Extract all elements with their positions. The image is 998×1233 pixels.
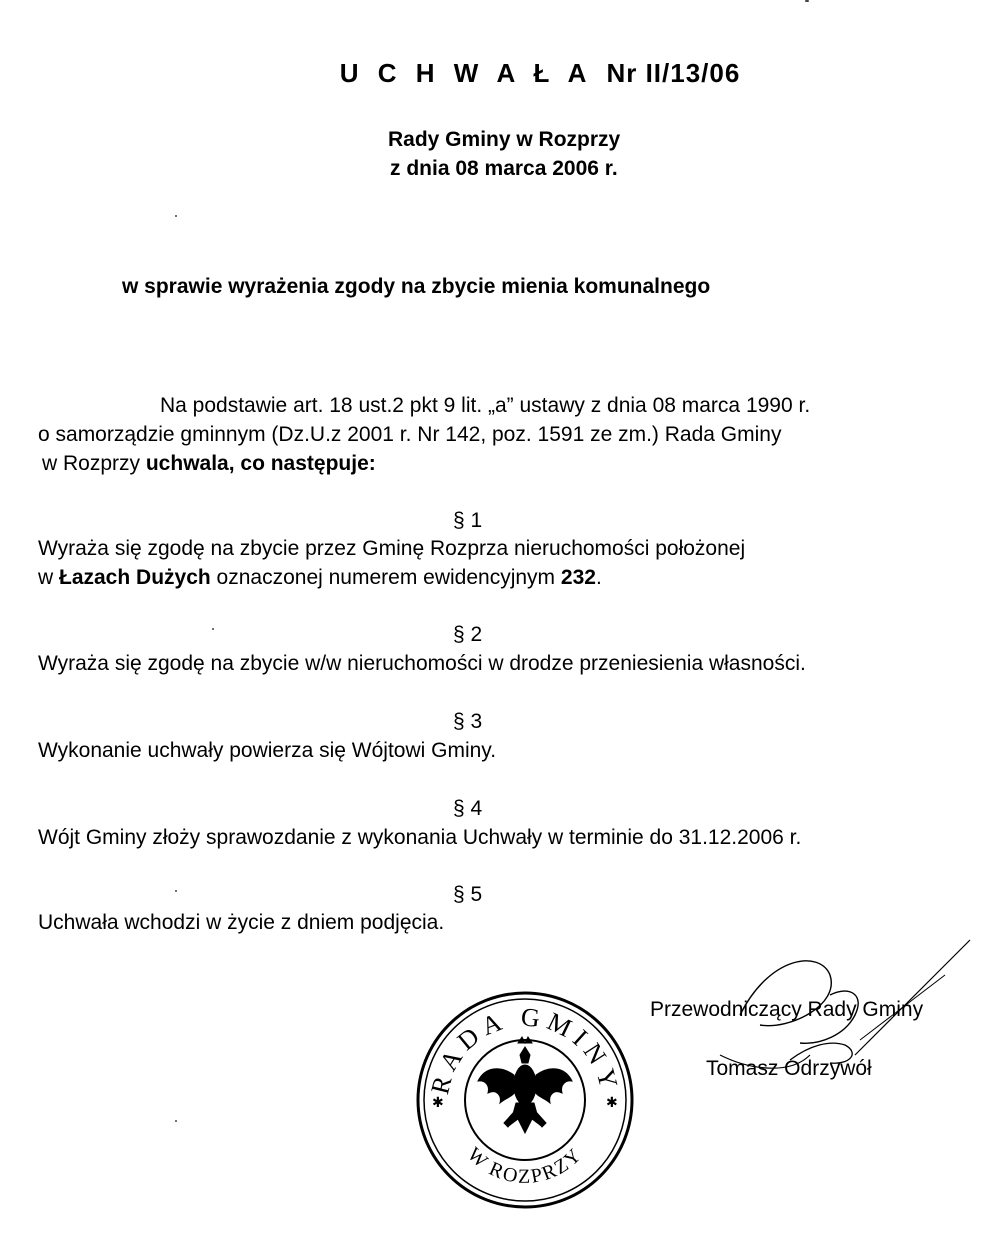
scan-speck [175, 215, 177, 217]
council-name: Rady Gminy w Rozprzy [388, 128, 621, 151]
official-seal [410, 985, 640, 1215]
section-1-heading: § 1 [453, 509, 483, 532]
scan-speck [212, 628, 214, 630]
section-5-text: Uchwała wchodzi w życie z dniem podjęcia. [38, 911, 445, 934]
resolution-subject: w sprawie wyrażenia zgody na zbycie mienia komunalnego [122, 275, 711, 298]
section-4-heading: § 4 [453, 797, 483, 820]
signatory-role: Przewodniczący Rady Gminy [650, 998, 924, 1021]
preamble-line-1: Na podstawie art. 18 ust.2 pkt 9 lit. „a” ustawy z dnia 08 marca 1990 r. [160, 394, 811, 417]
section-1-text-a: w [38, 566, 59, 589]
section-1-line-2 [38, 566, 602, 590]
section-5-heading: § 5 [453, 883, 483, 906]
svg-text:W ROZPRZY [463, 1143, 587, 1188]
eagle-emblem-icon [478, 1037, 572, 1133]
document-title [0, 58, 998, 89]
section-1-line-1: Wyraża się zgodę na zbycie przez Gminę Rozprza nieruchomości położonej [38, 537, 746, 560]
title-word: U C H W A Ł A [339, 58, 593, 88]
scan-speck [175, 890, 177, 892]
seal-top-text: RADA GMINY [425, 1002, 625, 1098]
handwritten-signature [680, 935, 980, 1095]
resolution-date: z dnia 08 marca 2006 r. [390, 157, 618, 180]
seal-bottom-text: W ROZPRZY [463, 1143, 587, 1188]
section-3-heading: § 3 [453, 710, 483, 733]
seal-star-right: ✱ [606, 1094, 618, 1110]
signatory-name: Tomasz Odrzywół [706, 1057, 872, 1080]
section-3-text: Wykonanie uchwały powierza się Wójtowi Gminy. [38, 739, 497, 762]
scan-speck [175, 1120, 177, 1122]
section-1-text-c: . [595, 566, 602, 589]
section-4-text: Wójt Gminy złoży sprawozdanie z wykonania Uchwały w terminie do 31.12.2006 r. [38, 826, 802, 849]
preamble-line-3 [42, 452, 376, 476]
section-2-heading: § 2 [453, 623, 483, 646]
scan-speck [805, 0, 809, 2]
section-1-text-b: oznaczonej numerem ewidencyjnym [210, 566, 561, 589]
section-1-location: Łazach Dużych [59, 566, 211, 589]
section-1-parcel-number: 232 [560, 566, 596, 589]
title-number: Nr II/13/06 [606, 58, 741, 88]
preamble-resolves: uchwala, co następuje: [145, 452, 376, 475]
preamble-line-3-prefix: w Rozprzy [42, 452, 146, 475]
seal-star-left: ✱ [432, 1094, 444, 1110]
preamble-line-2: o samorządzie gminnym (Dz.U.z 2001 r. Nr 142, poz. 1591 ze zm.) Rada Gminy [38, 423, 782, 446]
section-2-text: Wyraża się zgodę na zbycie w/w nieruchomości w drodze przeniesienia własności. [38, 652, 806, 675]
